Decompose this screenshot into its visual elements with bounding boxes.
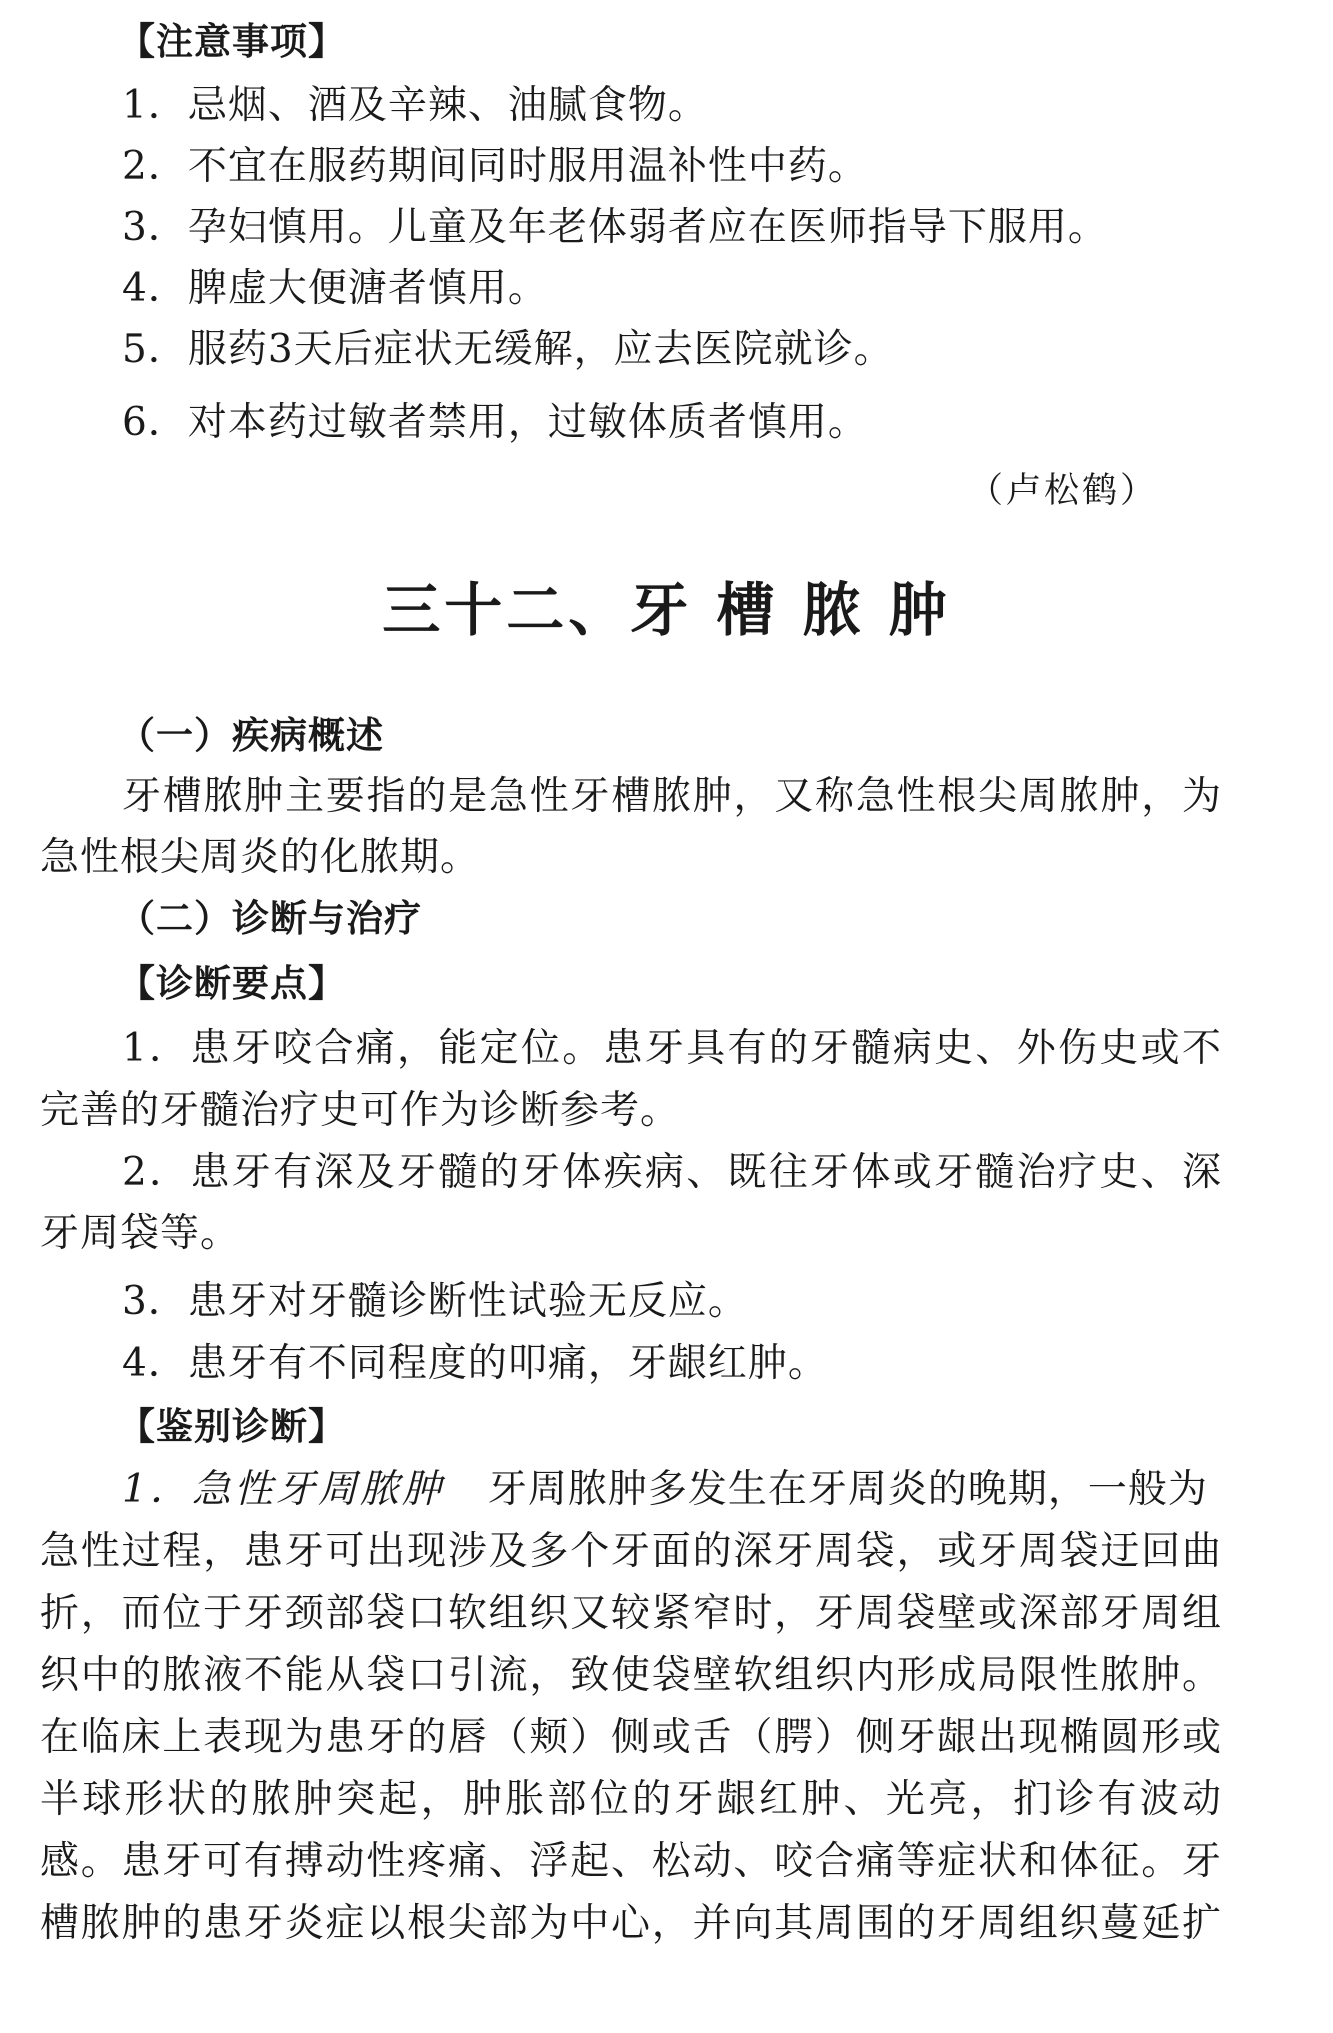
diagnosis-points-heading: 【诊断要点】 xyxy=(118,962,346,1005)
diagnosis-point-3: 3．患牙对牙髓诊断性试验无反应。 xyxy=(122,1279,748,1324)
diagnosis-point-1-line-2: 完善的牙髓治疗史可作为诊断参考。 xyxy=(40,1088,681,1133)
notes-item-6: 6．对本药过敏者禁用，过敏体质者慎用。 xyxy=(122,400,868,445)
overview-line-2: 急性根尖周炎的化脓期。 xyxy=(40,835,481,880)
overview-line-1: 牙槽脓肿主要指的是急性牙槽脓肿，又称急性根尖周脓肿，为 xyxy=(122,774,1222,819)
notes-item-3: 3．孕妇慎用。儿童及年老体弱者应在医师指导下服用。 xyxy=(122,205,1108,250)
differential-line-6: 半球形状的脓肿突起，肿胀部位的牙龈红肿、光亮，扪诊有波动 xyxy=(40,1777,1222,1822)
chapter-title: 三十二、牙 槽 脓 肿 xyxy=(382,576,951,644)
notes-item-2: 2．不宜在服药期间同时服用温补性中药。 xyxy=(122,144,868,189)
diagnosis-point-1-line-1: 1．患牙咬合痛，能定位。患牙具有的牙髓病史、外伤史或不 xyxy=(122,1026,1222,1071)
differential-line-5: 在临床上表现为患牙的唇（颊）侧或舌（腭）侧牙龈出现椭圆形或 xyxy=(40,1715,1222,1760)
diagnosis-heading: （二）诊断与治疗 xyxy=(118,897,422,940)
differential-line-3: 折，而位于牙颈部袋口软组织又较紧窄时，牙周袋壁或深部牙周组 xyxy=(40,1591,1222,1636)
author-credit: （卢松鹤） xyxy=(968,471,1159,511)
notes-item-1: 1．忌烟、酒及辛辣、油腻食物。 xyxy=(122,83,708,128)
diagnosis-point-2-line-1: 2．患牙有深及牙髓的牙体疾病、既往牙体或牙髓治疗史、深 xyxy=(122,1150,1222,1195)
differential-term xyxy=(122,1466,1208,1514)
differential-line-8: 槽脓肿的患牙炎症以根尖部为中心，并向其周围的牙周组织蔓延扩 xyxy=(40,1901,1222,1946)
notes-item-5: 5．服药3天后症状无缓解，应去医院就诊。 xyxy=(122,327,894,372)
overview-heading: （一）疾病概述 xyxy=(118,714,384,757)
notes-heading: 【注意事项】 xyxy=(118,20,346,63)
diagnosis-point-2-line-2: 牙周袋等。 xyxy=(40,1211,241,1256)
diagnosis-point-4: 4．患牙有不同程度的叩痛，牙龈红肿。 xyxy=(122,1341,828,1386)
differential-line-2: 急性过程，患牙可出现涉及多个牙面的深牙周袋，或牙周袋迂回曲 xyxy=(40,1529,1222,1574)
differential-term-label: 1．急性牙周脓肿 xyxy=(122,1467,444,1512)
differential-first-line-text: 牙周脓肿多发生在牙周炎的晚期，一般为 xyxy=(487,1467,1208,1512)
differential-line-4: 织中的脓液不能从袋口引流，致使袋壁软组织内形成局限性脓肿。 xyxy=(40,1653,1222,1698)
differential-line-7: 感。患牙可有搏动性疼痛、浮起、松动、咬合痛等症状和体征。牙 xyxy=(40,1839,1222,1884)
differential-heading: 【鉴别诊断】 xyxy=(118,1405,346,1448)
notes-item-4: 4．脾虚大便溏者慎用。 xyxy=(122,266,548,311)
